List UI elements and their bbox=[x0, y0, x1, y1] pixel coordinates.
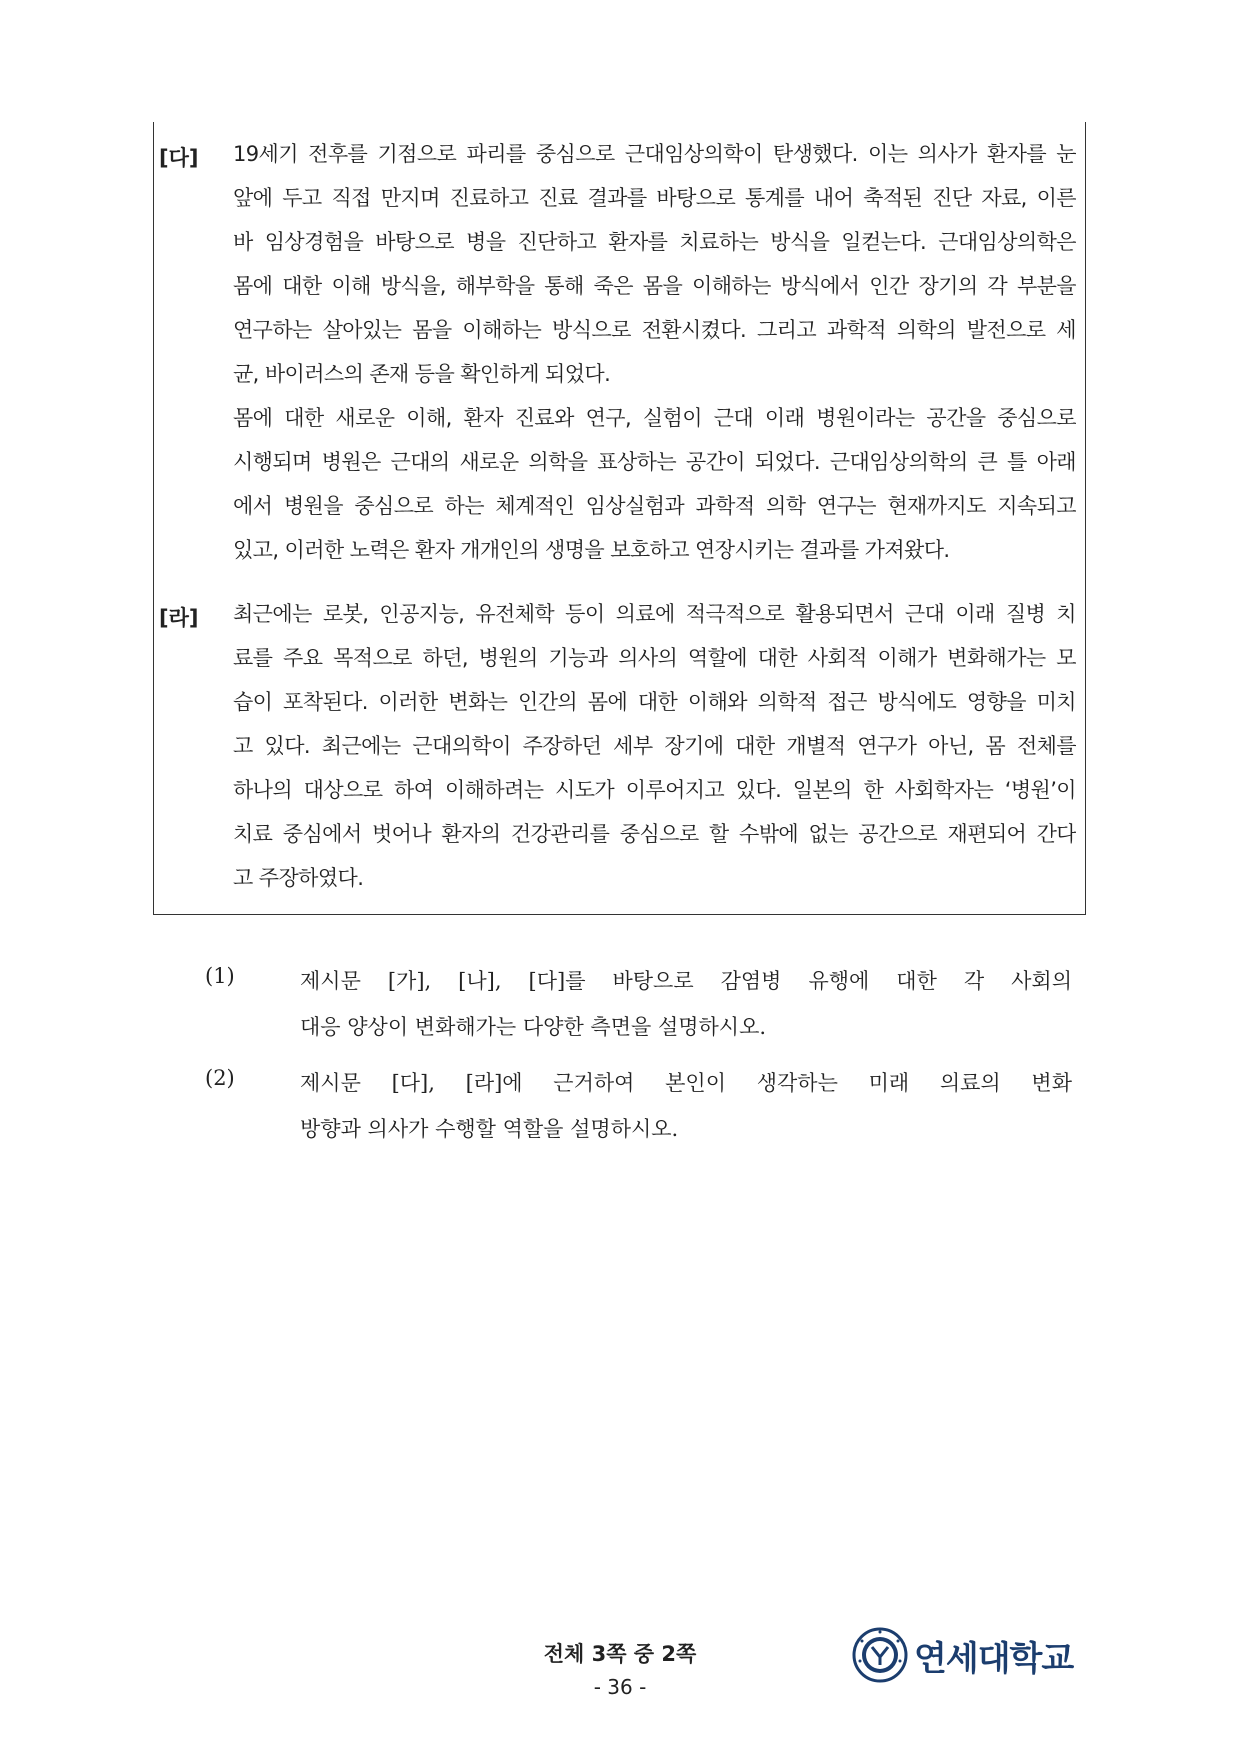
passage-line: 치료 중심에서 벗어나 환자의 건강관리를 중심으로 할 수밖에 없는 공간으로 재편되어 간다 bbox=[233, 822, 1076, 846]
question-line: 제시문 [가], [나], [다]를 바탕으로 감염병 유행에 대한 각 사회의 bbox=[300, 969, 1072, 993]
question-line: 대응 양상이 변화해가는 다양한 측면을 설명하시오. bbox=[300, 1015, 767, 1039]
passage-label: [라] bbox=[159, 606, 199, 630]
passage-line: 바 임상경험을 바탕으로 병을 진단하고 환자를 치료하는 방식을 일컫는다. 근대임상의학은 bbox=[233, 230, 1076, 254]
passage-box bbox=[153, 122, 1086, 915]
passage-line: 연구하는 살아있는 몸을 이해하는 방식으로 전환시켰다. 그리고 과학적 의학의 발전으로 세 bbox=[233, 318, 1076, 342]
passage-line: 몸에 대한 새로운 이해, 환자 진료와 연구, 실험이 근대 이래 병원이라는 공간을 중심으로 bbox=[233, 406, 1076, 430]
passage-line: 고 주장하였다. bbox=[233, 866, 364, 890]
passage-line: 몸에 대한 이해 방식을, 해부학을 통해 죽은 몸을 이해하는 방식에서 인간 장기의 각 부분을 bbox=[233, 274, 1076, 298]
passage-line: 앞에 두고 직접 만지며 진료하고 진료 결과를 바탕으로 통계를 내어 축적된 진단 자료, 이른 bbox=[233, 186, 1076, 210]
question-text bbox=[300, 958, 1072, 1050]
passage-line: 시행되며 병원은 근대의 새로운 의학을 표상하는 공간이 되었다. 근대임상의학의 큰 틀 아래 bbox=[233, 450, 1076, 474]
passage-body bbox=[233, 592, 1076, 900]
passage-body bbox=[233, 132, 1076, 572]
passage-line: 습이 포착된다. 이러한 변화는 인간의 몸에 대한 이해와 의학적 접근 방식에도 영향을 미치 bbox=[233, 690, 1076, 714]
question-number: (2) bbox=[205, 1066, 235, 1090]
passage-line: 있고, 이러한 노력은 환자 개개인의 생명을 보호하고 연장시키는 결과를 가져왔다. bbox=[233, 538, 950, 562]
passage-line: 최근에는 로봇, 인공지능, 유전체학 등이 의료에 적극적으로 활용되면서 근대 이래 질병 치 bbox=[233, 602, 1076, 626]
passage-line: 고 있다. 최근에는 근대의학이 주장하던 세부 장기에 대한 개별적 연구가 아닌, 몸 전체를 bbox=[233, 734, 1076, 758]
passage-line: 하나의 대상으로 하여 이해하려는 시도가 이루어지고 있다. 일본의 한 사회학자는 ‘병원’이 bbox=[233, 778, 1076, 802]
university-seal-icon bbox=[852, 1627, 908, 1683]
question-line: 제시문 [다], [라]에 근거하여 본인이 생각하는 미래 의료의 변화 bbox=[300, 1071, 1072, 1095]
passage-line: 19세기 전후를 기점으로 파리를 중심으로 근대임상의학이 탄생했다. 이는 의사가 환자를 눈 bbox=[233, 142, 1076, 166]
page-count: 전체 3쪽 중 2쪽 bbox=[543, 1642, 697, 1666]
passage-label: [다] bbox=[159, 146, 199, 170]
passage-line: 균, 바이러스의 존재 등을 확인하게 되었다. bbox=[233, 362, 611, 386]
yonsei-logo bbox=[852, 1625, 1073, 1685]
page-number: - 36 - bbox=[593, 1675, 647, 1699]
question-line: 방향과 의사가 수행할 역할을 설명하시오. bbox=[300, 1117, 679, 1141]
question-text bbox=[300, 1060, 1072, 1152]
question-number: (1) bbox=[205, 964, 235, 988]
passage-line: 료를 주요 목적으로 하던, 병원의 기능과 의사의 역할에 대한 사회적 이해가 변화해가는 모 bbox=[233, 646, 1076, 670]
passage-line: 에서 병원을 중심으로 하는 체계적인 임상실험과 과학적 의학 연구는 현재까지도 지속되고 bbox=[233, 494, 1076, 518]
logo-text: 연세대학교 bbox=[914, 1638, 1074, 1679]
